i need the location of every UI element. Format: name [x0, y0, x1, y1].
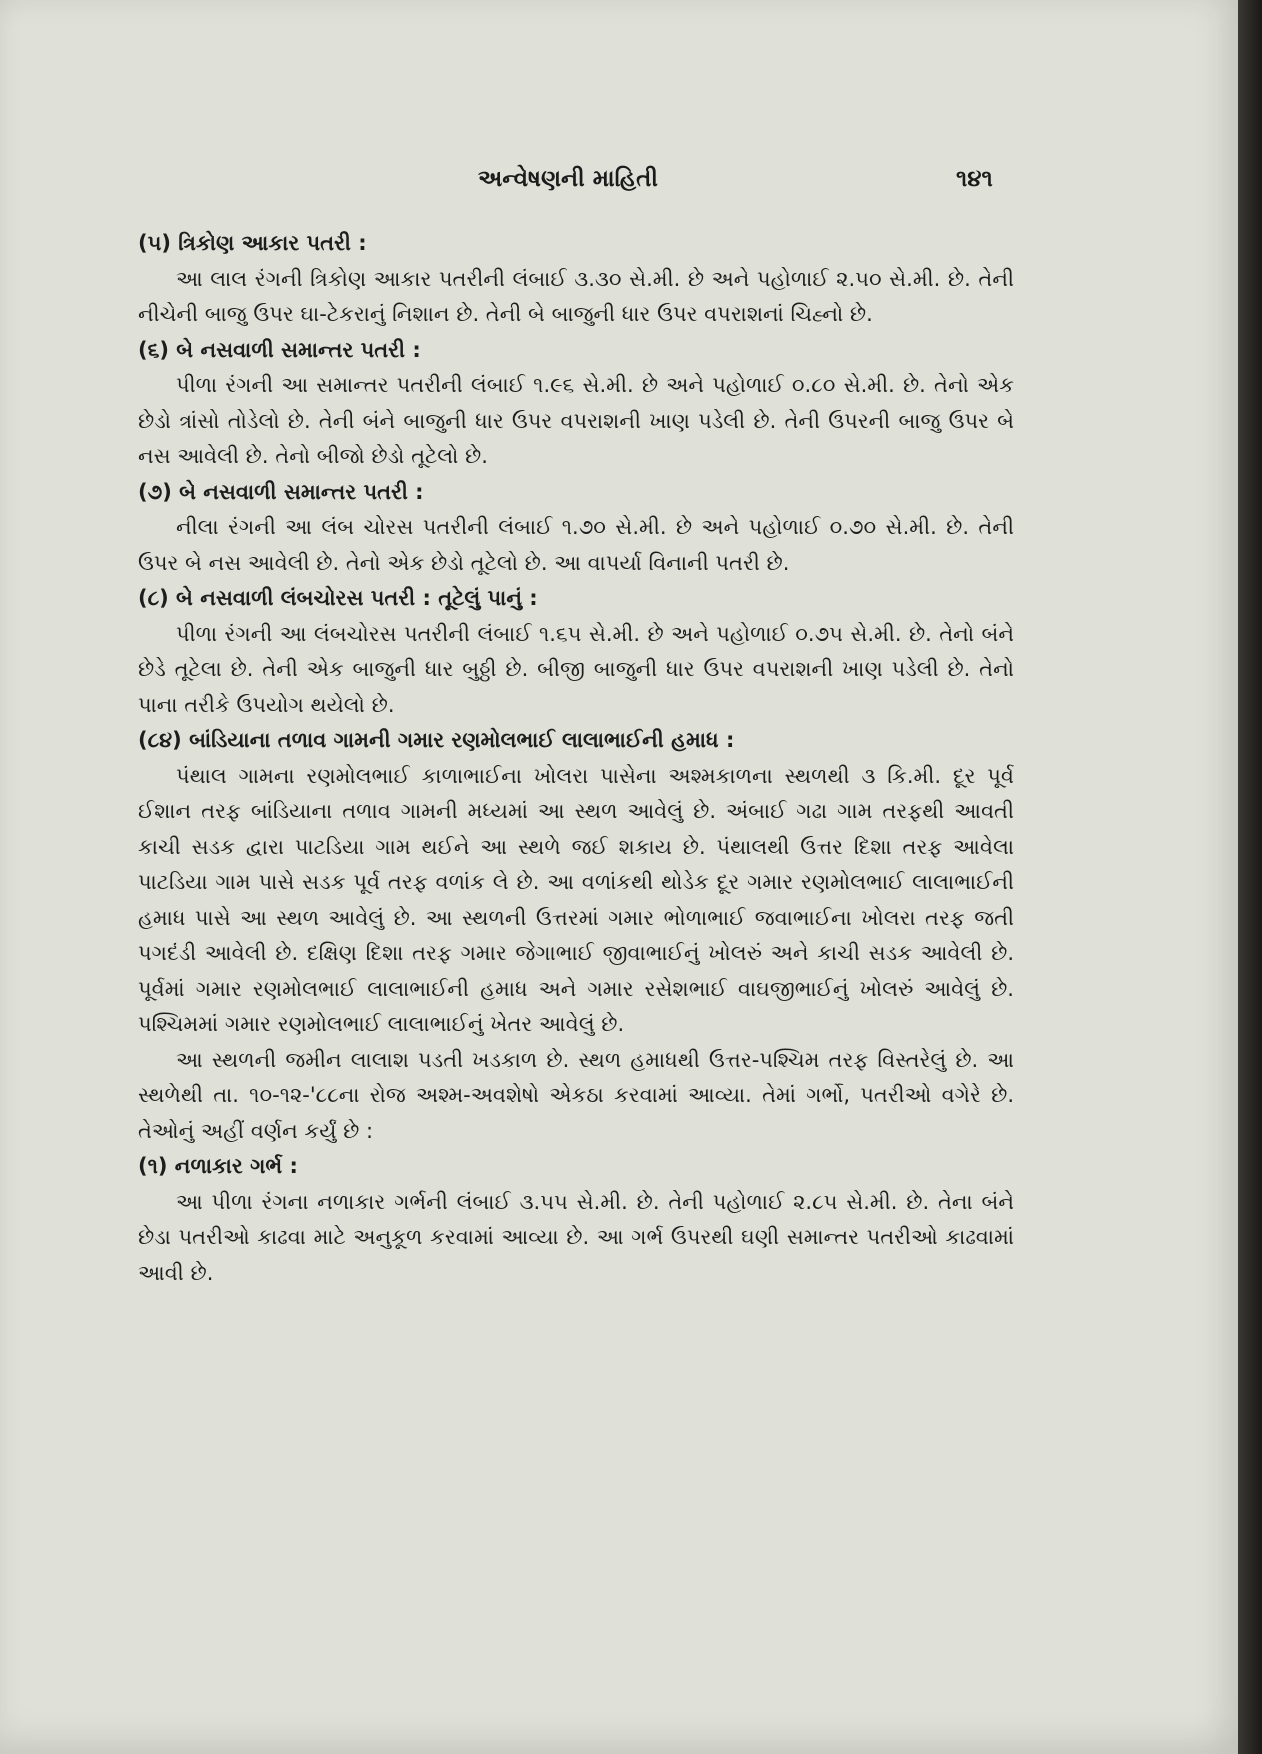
page-body: [138, 226, 1014, 1291]
section-7: [138, 475, 1014, 582]
section-heading: (૫) ત્રિકોણ આકાર પતરી :: [138, 231, 367, 255]
section-5: [138, 226, 1014, 333]
section-site-84: [138, 723, 1014, 1149]
paragraph: આ પીળા રંગના નળાકાર ગર્ભની લંબાઈ ૩.૫૫ સે.મી. છે. તેની પહોળાઈ ૨.૮૫ સે.મી. છે. તેના બંને છેડા પતરીઓ કાઢવા માટે અનુકૂળ કરવામાં આવ્યા છે. આ ગર્ભ ઉપરથી ઘણી સમાન્તર પતરીઓ કાઢવામાં આવી છે.: [138, 1189, 1014, 1285]
section-1: [138, 1149, 1014, 1291]
section-heading: (૧) નળાકાર ગર્ભ :: [138, 1154, 298, 1178]
section-heading: (૭) બે નસવાળી સમાન્તર પતરી :: [138, 479, 424, 504]
paragraph: પીળા રંગની આ લંબચોરસ પતરીની લંબાઈ ૧.૬૫ સે.મી. છે અને પહોળાઈ ૦.૭૫ સે.મી. છે. તેનો બંને છેડે તૂટેલા છે. તેની એક બાજુની ધાર બુઠ્ઠી છે. બીજી બાજુની ધાર ઉપર વપરાશની ખાણ પડેલી છે. તેનો પાના તરીકે ઉપયોગ થયેલો છે.: [138, 621, 1014, 717]
paragraph: આ સ્થળની જમીન લાલાશ પડતી ખડકાળ છે. સ્થળ હમાધથી ઉત્તર-પશ્ચિમ તરફ વિસ્તરેલું છે. આ સ્થળેથી તા. ૧૦-૧૨-'૮૮ના રોજ અશ્મ-અવશેષો એકઠા કરવામાં આવ્યા. તેમાં ગર્ભો, પતરીઓ વગેરે છે. તેઓનું અહીં વર્ણન કર્યું છે :: [138, 1047, 1014, 1143]
running-head: [0, 166, 1238, 210]
paragraph: પંથાલ ગામના રણમોલભાઈ કાળાભાઈના ખોલરા પાસેના અશ્મકાળના સ્થળથી ૩ કિ.મી. દૂર પૂર્વ ઈશાન તરફ બાંડિયાના તળાવ ગામની મધ્યમાં આ સ્થળ આવેલું છે. અંબાઈ ગઢા ગામ તરફથી આવતી કાચી સડક દ્વારા પાટડિયા ગામ થઈને આ સ્થળે જઈ શકાય છે. પંથાલથી ઉત્તર દિશા તરફ આવેલા પાટડિયા ગામ પાસે સડક પૂર્વ તરફ વળાંક લે છે. આ વળાંકથી થોડેક દૂર ગમાર રણમોલભાઈ લાલાભાઈની હમાધ પાસે આ સ્થળ આવેલું છે. આ સ્થળની ઉત્તરમાં ગમાર ભોળાભાઈ જવાભાઈના ખોલરા તરફ જતી પગદંડી આવેલી છે. દક્ષિણ દિશા તરફ ગમાર જેગાભાઈ જીવાભાઈનું ખોલરું અને કાચી સડક આવેલી છે. પૂર્વમાં ગમાર રણમોલભાઈ લાલાભાઈની હમાધ અને ગમાર રસેશભાઈ વાઘજીભાઈનું ખોલરું આવેલું છે. પશ્ચિમમાં ગમાર રણમોલભાઈ લાલાભાઈનું ખેતર આવેલું છે.: [138, 763, 1014, 1036]
section-6: [138, 333, 1014, 475]
page-number: ૧૪૧: [956, 166, 993, 192]
paragraph: પીળા રંગની આ સમાન્તર પતરીની લંબાઈ ૧.૯૬ સે.મી. છે અને પહોળાઈ ૦.૮૦ સે.મી. છે. તેનો એક છેડો ત્રાંસો તોડેલો છે. તેની બંને બાજુની ધાર ઉપર વપરાશની ખાણ પડેલી છે. તેની ઉપરની બાજુ ઉપર બે નસ આવેલી છે. તેનો બીજો છેડો તૂટેલો છે.: [138, 373, 1014, 468]
page-edge-shadow: [1238, 0, 1262, 1754]
paragraph: નીલા રંગની આ લંબ ચોરસ પતરીની લંબાઈ ૧.૭૦ સે.મી. છે અને પહોળાઈ ૦.૭૦ સે.મી. છે. તેની ઉપર બે નસ આવેલી છે. તેનો એક છેડો તૂટેલો છે. આ વાપર્યા વિનાની પતરી છે.: [138, 515, 1014, 575]
section-heading: (૮) બે નસવાળી લંબચોરસ પતરી : તૂટેલું પાનું :: [138, 586, 538, 610]
section-8: [138, 581, 1014, 723]
running-title: અન્વેષણની માહિતી: [478, 166, 659, 192]
section-heading: (૮૪) બાંડિયાના તળાવ ગામની ગમાર રણમોલભાઈ લાલાભાઈની હમાધ :: [138, 728, 735, 752]
section-heading: (૬) બે નસવાળી સમાન્તર પતરી :: [138, 337, 421, 362]
paragraph: આ લાલ રંગની ત્રિકોણ આકાર પતરીની લંબાઈ ૩.૩૦ સે.મી. છે અને પહોળાઈ ૨.૫૦ સે.મી. છે. તેની નીચેની બાજુ ઉપર ઘા-ટેકરાનું નિશાન છે. તેની બે બાજુની ધાર ઉપર વપરાશનાં ચિહ્નો છે.: [138, 266, 1014, 326]
